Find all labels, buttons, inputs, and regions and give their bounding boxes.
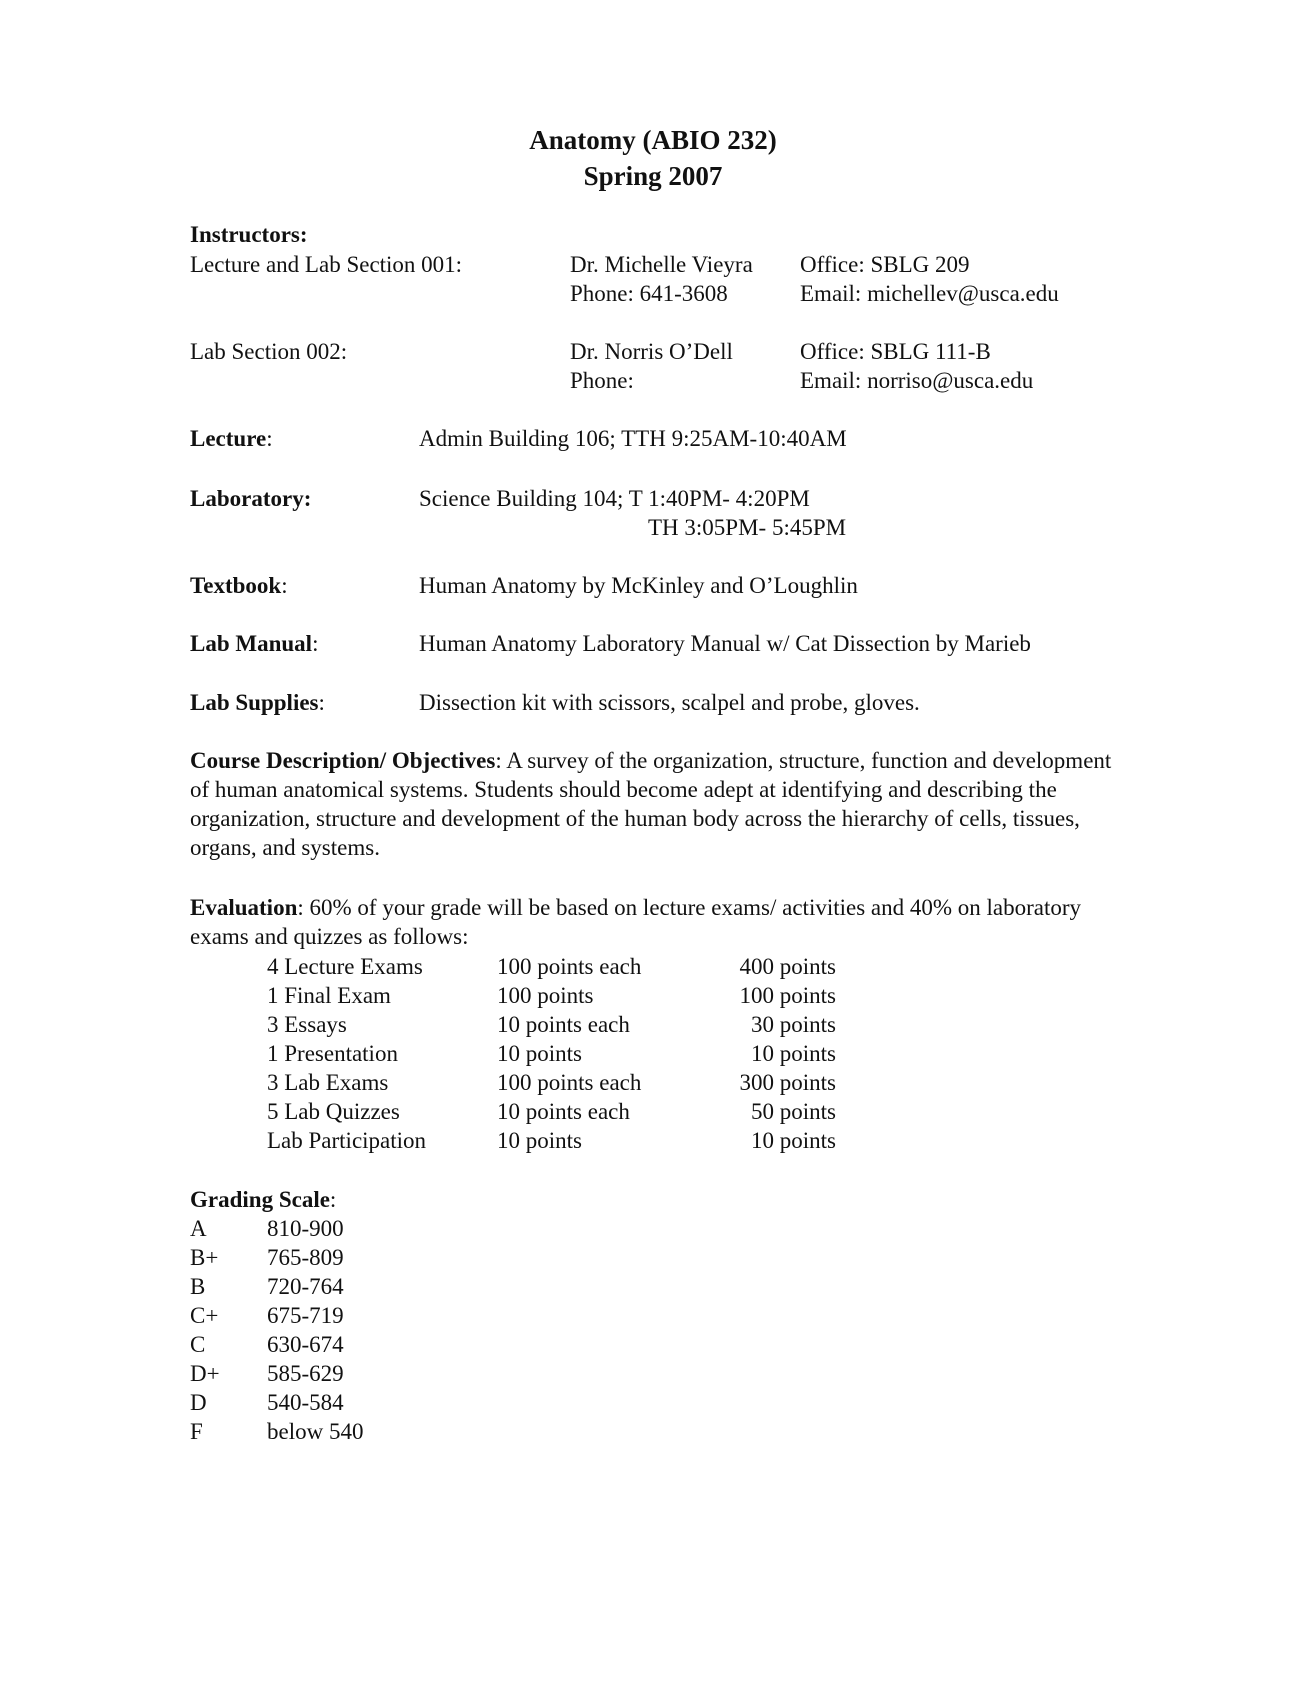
grade-range: 720-764 bbox=[267, 1274, 344, 1299]
course-title: Anatomy (ABIO 232) bbox=[529, 125, 777, 155]
laboratory-label: Laboratory: bbox=[190, 486, 312, 511]
evaluation-points-each: 100 points each bbox=[497, 954, 642, 979]
instructor-phone: Phone: bbox=[570, 368, 634, 393]
textbook-value: Human Anatomy by McKinley and O’Loughlin bbox=[419, 573, 858, 598]
evaluation-points-each: 10 points each bbox=[497, 1099, 630, 1124]
instructor-office: Office: SBLG 209 bbox=[800, 252, 970, 277]
grade-letter: B bbox=[190, 1274, 206, 1299]
grade-letter: F bbox=[190, 1419, 203, 1444]
grade-letter: C bbox=[190, 1332, 206, 1357]
grade-range: 810-900 bbox=[267, 1216, 344, 1241]
instructor-phone: Phone: 641-3608 bbox=[570, 281, 728, 306]
evaluation-points-each: 10 points bbox=[497, 1041, 582, 1066]
course-description: Course Description/ Objectives: A survey of the organization, structure, function and development of human anatomical systems. Students should become adept at identifying and describing the organization, structure and development of the human body across the hierarchy of cells, tissues, organs, and systems. bbox=[190, 748, 1112, 860]
grade-letter: C+ bbox=[190, 1303, 219, 1328]
lab-supplies-label: Lab Supplies: bbox=[190, 690, 325, 715]
instructor-section: Lab Section 002: bbox=[190, 339, 348, 364]
evaluation-total: 300 points bbox=[739, 1070, 836, 1095]
evaluation-total: 10 points bbox=[751, 1041, 836, 1066]
evaluation-paragraph: Evaluation: 60% of your grade will be based on lecture exams/ activities and 40% on laboratory exams and quizzes as follows: bbox=[190, 895, 1082, 949]
lab-manual-label: Lab Manual: bbox=[190, 631, 319, 656]
course-term: Spring 2007 bbox=[583, 161, 723, 191]
instructors-heading: Instructors: bbox=[190, 222, 308, 247]
evaluation-item: 3 Essays bbox=[267, 1012, 347, 1037]
evaluation-total: 50 points bbox=[751, 1099, 836, 1124]
grade-letter: A bbox=[190, 1216, 207, 1241]
instructor-name: Dr. Michelle Vieyra bbox=[570, 252, 753, 277]
lecture-value: Admin Building 106; TTH 9:25AM-10:40AM bbox=[419, 426, 847, 451]
lab-supplies-value: Dissection kit with scissors, scalpel and probe, gloves. bbox=[419, 690, 920, 715]
grade-letter: D+ bbox=[190, 1361, 220, 1386]
evaluation-points-each: 100 points each bbox=[497, 1070, 642, 1095]
evaluation-item: 3 Lab Exams bbox=[267, 1070, 389, 1095]
instructor-name: Dr. Norris O’Dell bbox=[570, 339, 733, 364]
grade-letter: B+ bbox=[190, 1245, 219, 1270]
grade-range: 630-674 bbox=[267, 1332, 344, 1357]
instructor-office: Office: SBLG 111-B bbox=[800, 339, 991, 364]
instructor-email: Email: norriso@usca.edu bbox=[800, 368, 1034, 393]
evaluation-points-each: 10 points bbox=[497, 1128, 582, 1153]
evaluation-points-each: 100 points bbox=[497, 983, 594, 1008]
evaluation-total: 30 points bbox=[751, 1012, 836, 1037]
grade-range: 540-584 bbox=[267, 1390, 344, 1415]
grade-range: 585-629 bbox=[267, 1361, 344, 1386]
instructor-email: Email: michellev@usca.edu bbox=[800, 281, 1059, 306]
instructor-section: Lecture and Lab Section 001: bbox=[190, 252, 463, 277]
evaluation-item: 4 Lecture Exams bbox=[267, 954, 423, 979]
grade-range: below 540 bbox=[267, 1419, 364, 1444]
evaluation-total: 100 points bbox=[739, 983, 836, 1008]
textbook-label: Textbook: bbox=[190, 573, 288, 598]
evaluation-total: 400 points bbox=[739, 954, 836, 979]
laboratory-value-2: TH 3:05PM- 5:45PM bbox=[648, 515, 847, 540]
grading-scale-heading: Grading Scale: bbox=[190, 1187, 337, 1212]
evaluation-item: 1 Presentation bbox=[267, 1041, 398, 1066]
evaluation-item: Lab Participation bbox=[267, 1128, 427, 1153]
evaluation-item: 1 Final Exam bbox=[267, 983, 391, 1008]
laboratory-value: Science Building 104; T 1:40PM- 4:20PM bbox=[419, 486, 810, 511]
grade-range: 765-809 bbox=[267, 1245, 344, 1270]
grade-range: 675-719 bbox=[267, 1303, 344, 1328]
lecture-label: Lecture: bbox=[190, 426, 273, 451]
lab-manual-value: Human Anatomy Laboratory Manual w/ Cat Dissection by Marieb bbox=[419, 631, 1031, 656]
evaluation-item: 5 Lab Quizzes bbox=[267, 1099, 400, 1124]
evaluation-total: 10 points bbox=[751, 1128, 836, 1153]
grade-letter: D bbox=[190, 1390, 207, 1415]
evaluation-points-each: 10 points each bbox=[497, 1012, 630, 1037]
